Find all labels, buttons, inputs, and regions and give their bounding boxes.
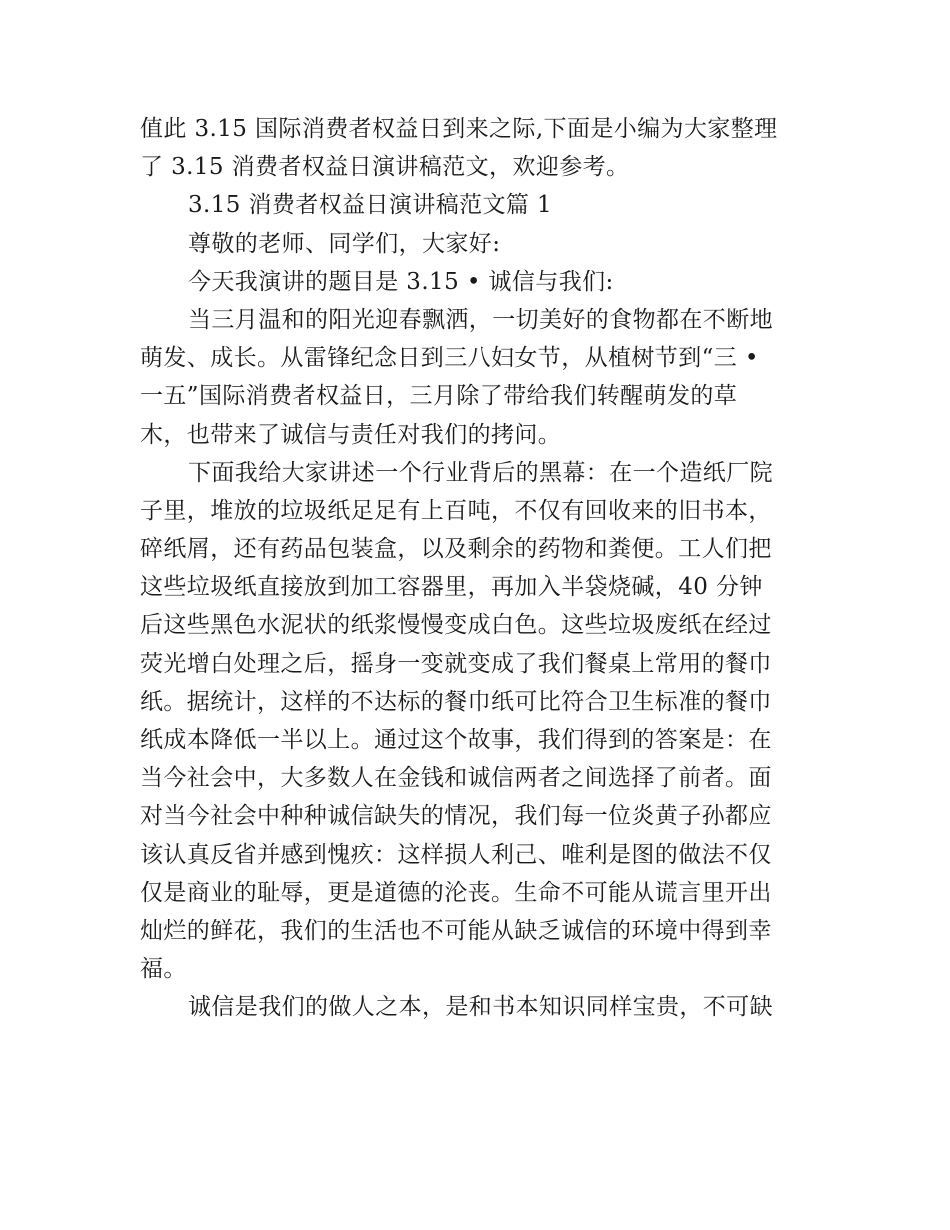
text-line: 下面我给大家讲述一个行业背后的黑幕：在一个造纸厂院 — [188, 459, 773, 486]
text-line: 纸。据统计，这样的不达标的餐巾纸可比符合卫生标准的餐巾 — [140, 688, 772, 715]
text-line: 木，也带来了诚信与责任对我们的拷问。 — [140, 421, 562, 448]
text-line: 仅是商业的耻辱，更是道德的沦丧。生命不可能从谎言里开出 — [140, 879, 772, 906]
text-line: 当今社会中，大多数人在金钱和诚信两者之间选择了前者。面 — [140, 765, 772, 792]
text-line: 碎纸屑，还有药品包装盒，以及剩余的药物和粪便。工人们把 — [140, 536, 772, 563]
text-line: 该认真反省并感到愧疚：这样损人利己、唯利是图的做法不仅 — [140, 841, 772, 868]
text-line: 纸成本降低一半以上。通过这个故事，我们得到的答案是：在 — [140, 727, 772, 753]
text-line: 萌发、成长。从雷锋纪念日到三八妇女节，从植树节到“三 • — [140, 345, 759, 372]
text-line: 了 3.15 消费者权益日演讲稿范文，欢迎参考。 — [140, 154, 630, 181]
text-line: 对当今社会中种种诚信缺失的情况，我们每一位炎黄子孙都应 — [140, 803, 772, 830]
text-line: 今天我演讲的题目是 3.15 • 诚信与我们: — [188, 268, 614, 295]
text-line: 3.15 消费者权益日演讲稿范文篇 1 — [188, 192, 553, 219]
text-line: 尊敬的老师、同学们，大家好: — [188, 230, 501, 257]
text-line: 子里，堆放的垃圾纸足足有上百吨，不仅有回收来的旧书本， — [140, 497, 772, 524]
document-body — [140, 110, 815, 1027]
text-line: 值此 3.15 国际消费者权益日到来之际,下面是小编为大家整理 — [140, 116, 778, 142]
text-line: 荧光增白处理之后，摇身一变就变成了我们餐桌上常用的餐巾 — [140, 650, 772, 677]
text-line: 这些垃圾纸直接放到加工容器里，再加入半袋烧碱，40 分钟 — [140, 574, 763, 601]
text-line: 诚信是我们的做人之本，是和书本知识同样宝贵，不可缺 — [188, 994, 773, 1021]
text-line: 当三月温和的阳光迎春飘洒，一切美好的食物都在不断地 — [188, 306, 773, 333]
text-line: 后这些黑色水泥状的纸浆慢慢变成白色。这些垃圾废纸在经过 — [140, 612, 772, 639]
text-line: 一五”国际消费者权益日，三月除了带给我们转醒萌发的草 — [140, 383, 738, 410]
text-line: 灿烂的鲜花，我们的生活也不可能从缺乏诚信的环境中得到幸 — [140, 917, 772, 944]
text-line: 福。 — [140, 956, 187, 983]
